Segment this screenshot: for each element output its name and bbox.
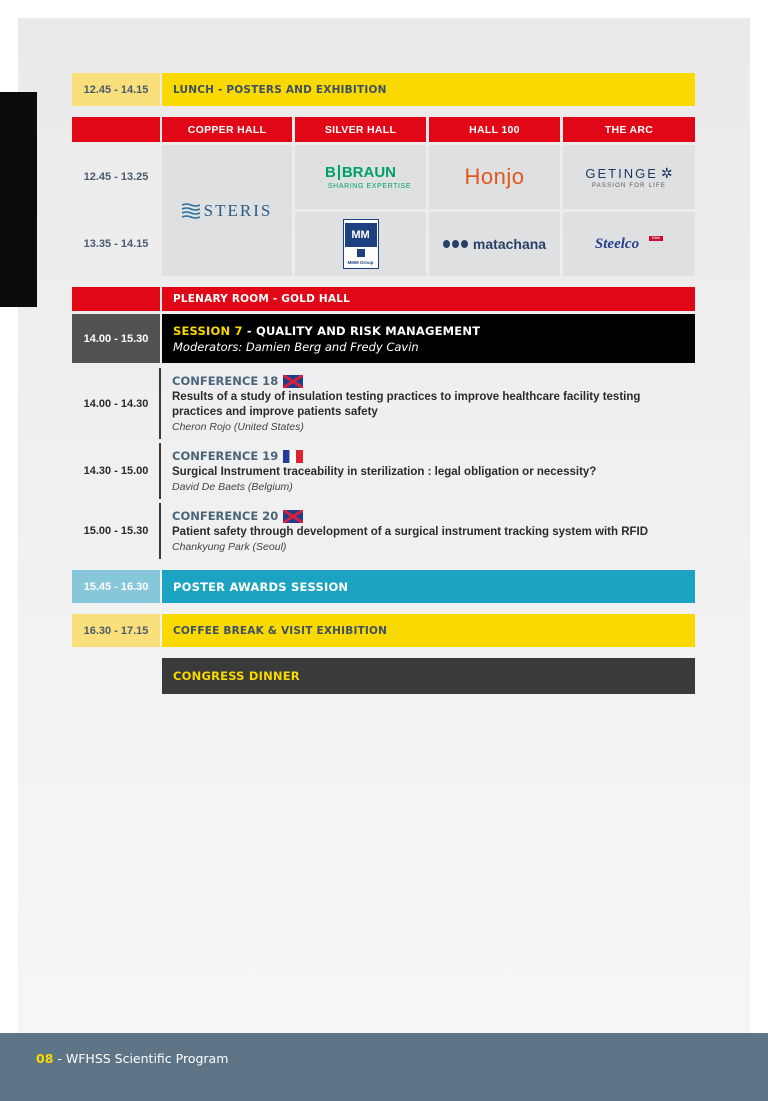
steris-wave-icon	[182, 203, 200, 219]
slot-time-1: 12.45 - 13.25	[83, 171, 149, 183]
matachana-dots-icon	[443, 240, 468, 248]
hall-arc: THE ARC	[563, 117, 695, 142]
lunch-label: LUNCH - POSTERS AND EXHIBITION	[162, 73, 695, 106]
conference-label: CONFERENCE 19	[172, 449, 279, 463]
conference-item	[172, 509, 692, 553]
getinge-logo-text: GETINGE	[585, 166, 658, 181]
session-time: 14.00 - 15.30	[72, 314, 160, 363]
getinge-star-icon: ✲	[660, 165, 673, 181]
conference-title: Patient safety through development of a surgical instrument tracking system with RFID	[172, 526, 649, 538]
conference-item	[172, 374, 692, 433]
sponsor-honjo	[429, 145, 560, 209]
plenary-spacer	[72, 287, 160, 311]
conference-label: CONFERENCE 18	[172, 374, 279, 388]
conference-item	[172, 449, 692, 493]
hall-copper: COPPER HALL	[162, 117, 292, 142]
sponsor-getinge	[563, 145, 695, 209]
conference-divider	[159, 443, 161, 499]
steelco-logo-text: Steelco	[594, 235, 640, 252]
sponsor-steris	[162, 145, 292, 276]
conference-time: 15.00 - 15.30	[83, 525, 149, 537]
conference-title: Results of a study of insulation testing practices to improve healthcare facility testing practices and improve patients safety	[172, 391, 641, 418]
steelco-badge: Miele	[649, 236, 663, 241]
conference-divider	[159, 503, 161, 559]
bbraun-tagline: SHARING EXPERTISE	[327, 183, 412, 190]
page-number: 08	[36, 1051, 54, 1066]
conference-time: 14.30 - 15.00	[83, 465, 149, 477]
coffee-time: 16.30 - 17.15	[72, 614, 160, 647]
steris-logo-text: STERIS	[203, 200, 273, 220]
sponsor-steelco	[563, 212, 695, 276]
bbraun-name: BRAUN	[341, 164, 396, 181]
sponsor-bbraun	[295, 145, 426, 209]
poster-label: POSTER AWARDS SESSION	[162, 570, 695, 603]
conference-author: Cheron Rojo (United States)	[172, 421, 304, 433]
getinge-tagline: PASSION FOR LIFE	[591, 183, 667, 189]
lunch-time: 12.45 - 14.15	[72, 73, 160, 106]
sponsor-mm	[295, 212, 426, 276]
poster-time: 15.45 - 16.30	[72, 570, 160, 603]
matachana-logo-text: matachana	[472, 236, 547, 252]
conference-label: CONFERENCE 20	[172, 509, 279, 523]
footer-title: - WFHSS Scientific Program	[53, 1051, 229, 1066]
mm-logo-stem	[357, 249, 365, 257]
bbraun-b: B	[324, 164, 336, 181]
honjo-logo-text: Honjo	[464, 164, 525, 189]
session-moderators: Moderators: Damien Berg and Fredy Cavin	[173, 339, 419, 354]
conference-time: 14.00 - 14.30	[83, 397, 149, 410]
france-flag-icon	[283, 450, 303, 463]
conference-author: Chankyung Park (Seoul)	[172, 541, 287, 553]
dinner-label: CONGRESS DINNER	[162, 658, 695, 694]
session-number: SESSION 7	[173, 323, 243, 338]
conference-author: David De Baets (Belgium)	[172, 481, 293, 493]
mm-logo-block: MM	[345, 223, 377, 247]
bbraun-divider	[338, 165, 340, 180]
side-tab	[0, 92, 37, 307]
mm-group-text: MMM Group	[347, 260, 374, 265]
conference-title: Surgical Instrument traceability in sterilization : legal obligation or necessity?	[172, 466, 597, 478]
session-header	[162, 314, 695, 363]
session-title	[173, 324, 480, 338]
footer-bar	[0, 1033, 768, 1101]
hall-silver: SILVER HALL	[295, 117, 426, 142]
uk-flag-icon	[283, 375, 303, 388]
session-title-text: - QUALITY AND RISK MANAGEMENT	[242, 323, 481, 338]
sponsor-matachana	[429, 212, 560, 276]
conference-divider	[159, 368, 161, 439]
uk-flag-icon	[283, 510, 303, 523]
hall-header-spacer	[72, 117, 160, 142]
slot-time-2: 13.35 - 14.15	[83, 238, 149, 250]
coffee-label: COFFEE BREAK & VISIT EXHIBITION	[162, 614, 695, 647]
footer-text	[36, 1051, 228, 1066]
plenary-label: PLENARY ROOM - GOLD HALL	[162, 287, 695, 311]
hall-100: HALL 100	[429, 117, 560, 142]
